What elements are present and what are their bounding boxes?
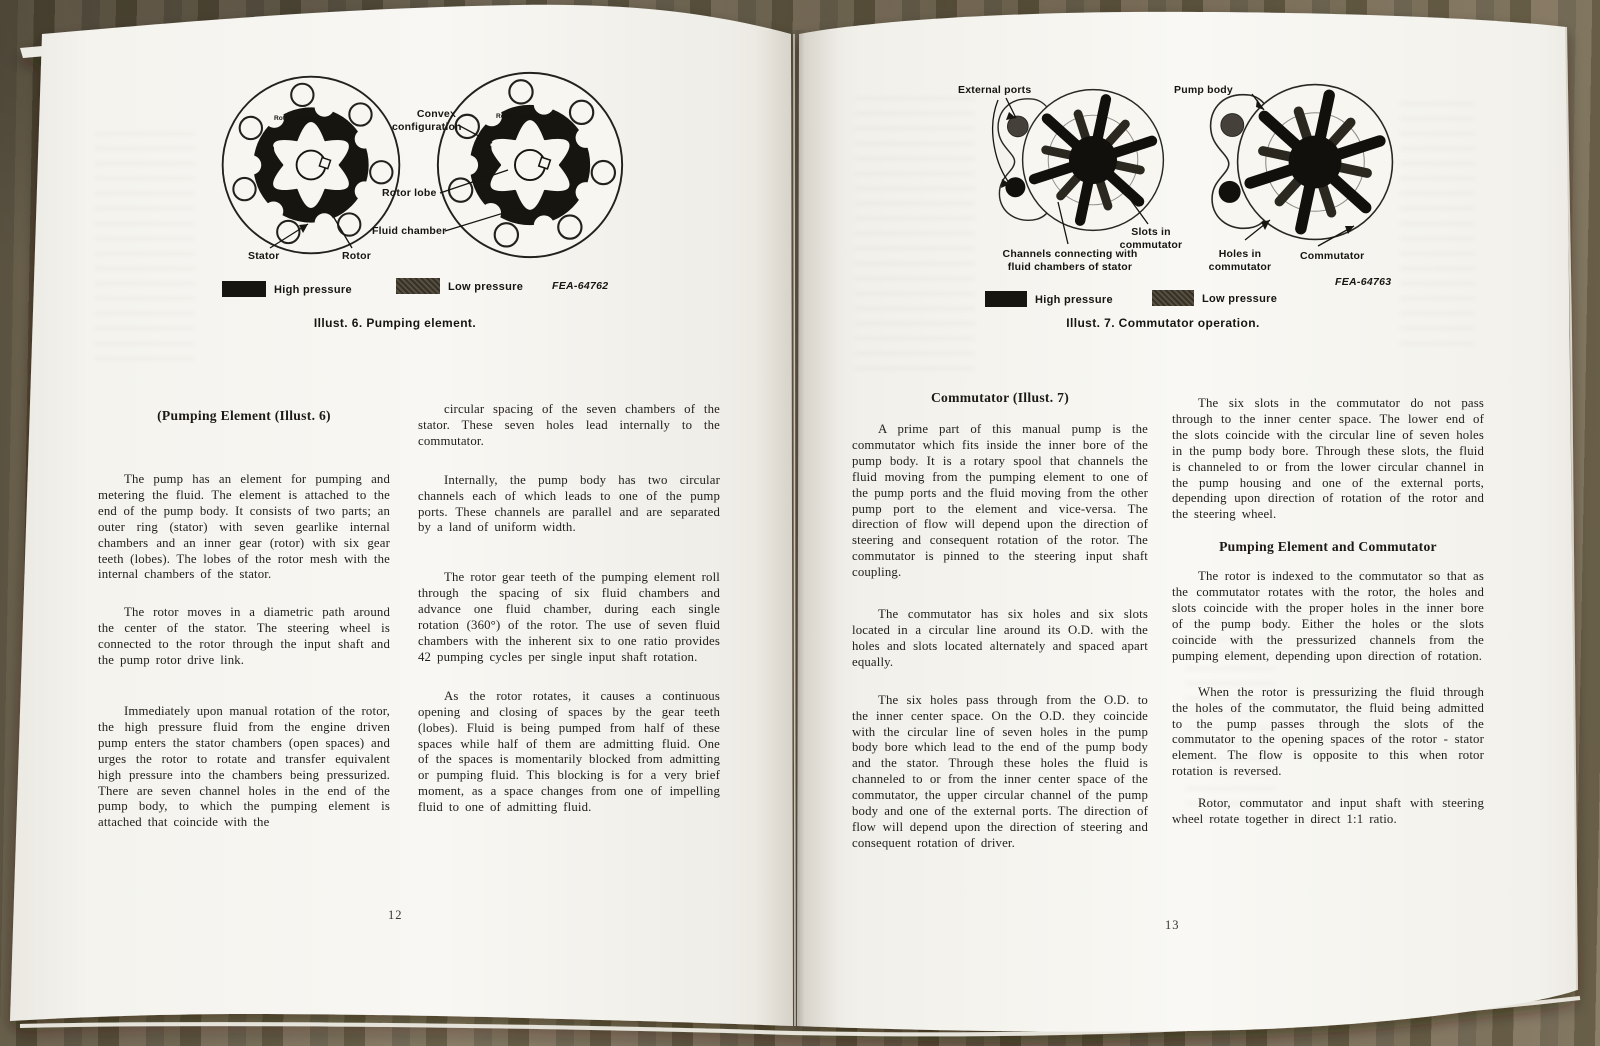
illustration-7-caption: Illust. 7. Commutator operation.	[1066, 316, 1260, 330]
convex-configuration-label	[392, 108, 462, 133]
paragraph: The six holes pass through from the O.D. to the inner center space. On the O.D. they coincide with the circular line of seven holes in the pump body bore which lead to the end of the pump body and the stator. Through these holes the fluid is channeled to or from the inner center space of the commutator, the upper circular channel of the pump body and one of the external ports. The direction of flow will depend upon the direction of steering and consequent rotation of driver.	[852, 692, 1148, 850]
external-ports-label: External ports	[958, 84, 1032, 96]
rotor-label: Rotor	[342, 250, 371, 262]
left-page-column-2	[418, 402, 720, 816]
slots-line-1: Slots in	[1131, 226, 1171, 238]
page-number-12: 12	[388, 908, 403, 922]
book-fold-line	[794, 34, 795, 1026]
page-number-13: 13	[1165, 918, 1180, 932]
paragraph: circular spacing of the seven chambers of the stator. These seven holes lead internally to the commutator.	[418, 402, 720, 448]
rotor-rotation-label: Rotor rotation	[496, 113, 540, 120]
convex-line-1: Convex	[416, 108, 456, 120]
holes-in-commutator-label	[1190, 248, 1290, 273]
low-pressure-legend: Low pressure	[448, 281, 524, 293]
rotor-lobe-label: Rotor lobe	[382, 187, 437, 199]
pumping-element-and-commutator-heading: Pumping Element and Commutator	[1219, 539, 1437, 555]
paragraph: The rotor gear teeth of the pumping element roll through the spacing of six fluid chambers and advance one fluid chamber, during each single rotation (360°) of the rotor. The use of seven fluid chambers with the inherent six to one ratio provides 42 pumping cycles per single input shaft rotation.	[418, 570, 720, 664]
book-gutter-shadow	[756, 30, 840, 1030]
commutator-view-2	[1211, 85, 1393, 240]
high-pressure-swatch	[222, 281, 266, 297]
commutator-heading: Commutator (Illust. 7)	[930, 390, 1070, 405]
convex-line-2: configuration	[392, 120, 462, 133]
left-page-column-1	[98, 408, 390, 831]
paragraph: Internally, the pump body has two circular channels each of which leads to one of the pump ports. These channels are parallel and are separated by a land of uniform width.	[418, 472, 720, 535]
low-pressure-swatch	[396, 278, 440, 294]
paragraph: When the rotor is pressurizing the fluid through the holes of the commutator, the fluid being admitted to the pump passes through the slots of the commutator to the opening spaces of the rotor - stator element. The flow is opposite to this when rotor rotation is reversed.	[1172, 684, 1484, 779]
paragraph: Rotor, commutator and input shaft with steering wheel rotate together in direct 1:1 ratio.	[1172, 796, 1484, 827]
pumping-element-low-pressure-view	[438, 73, 622, 257]
pumping-element-heading: (Pumping Element (Illust. 6)	[157, 408, 331, 423]
channels-label	[1000, 248, 1140, 273]
figure-id: FEA-64762	[552, 280, 609, 292]
right-page-column-1	[852, 390, 1148, 852]
paragraph: The rotor moves in a diametric path around the center of the stator. The steering wheel is connected to the rotor through the input shaft and the pump rotor drive link.	[98, 605, 390, 668]
channels-line-1: Channels connecting with	[1002, 248, 1138, 260]
high-pressure-swatch	[985, 291, 1027, 307]
paragraph: As the rotor rotates, it causes a continuous opening and closing of spaces by the gear teeth (lobes). Fluid is being pumped from half of these spaces while half of them are admitting fluid. One of the spaces is momentarily blocked from admitting or pumping fluid. This blocking is for a very brief moment, as a space changes from one of impelling fluid to one of admitting fluid.	[418, 688, 720, 815]
holes-line-1: Holes in	[1218, 248, 1262, 260]
fluid-chamber-label: Fluid chamber	[372, 225, 447, 237]
commutator-view-1	[998, 90, 1163, 231]
paragraph: A prime part of this manual pump is the commutator which fits inside the inner bore of the pump body. It is a rotary spool that channels the fluid moving from the pumping element to one of the pump ports and the fluid moving from the other pump port to the element and vice-versa. The direction of flow will depend upon the direction of steering and consequent rotation of the rotor. The commutator is pinned to the steering input shaft coupling.	[852, 422, 1148, 580]
paragraph: Immediately upon manual rotation of the rotor, the high pressure fluid from the engine driven pump enters the stator chambers (open spaces) and urges the rotor to rotate and transfer equivalent high pressure into the chambers being pressurized. There are seven channel holes in the end of the pump body, to which the pumping element is attached that coincide with the	[98, 703, 390, 830]
stator-label: Stator	[248, 250, 280, 262]
illustration-6-caption: Illust. 6. Pumping element.	[313, 316, 477, 330]
figure-id: FEA-64763	[1335, 276, 1392, 288]
rotor-rotation-label: Rotor rotation	[274, 115, 318, 122]
slots-line-2: commutator	[1119, 238, 1183, 251]
high-pressure-legend: High pressure	[274, 284, 352, 296]
right-page-column-2	[1172, 396, 1484, 828]
holes-line-2: commutator	[1208, 260, 1272, 273]
low-pressure-legend: Low pressure	[1202, 293, 1278, 305]
low-pressure-swatch	[1152, 290, 1194, 306]
paragraph: The commutator has six holes and six slots located in a circular line around its O.D. with the holes and slots located alternately and spaced apart equally.	[852, 607, 1148, 669]
paragraph: The pump has an element for pumping and metering the fluid. The element is attached to the end of the pump body. It consists of two parts; an outer ring (stator) with seven gearlike internal chambers and an inner gear (rotor) with six gear teeth (lobes). The lobes of the rotor mesh with the internal chambers of the stator.	[98, 472, 390, 582]
paragraph: The rotor is indexed to the commutator so that as the commutator rotates with the rotor, the holes and slots coincide with the proper holes in the inner bore of the pump body. Either the holes or the slots coincide with the pressurized channels from the pumping element, depending upon direction of rotation.	[1172, 569, 1484, 663]
channels-line-2: fluid chambers of stator	[1007, 260, 1133, 273]
pump-body-label: Pump body	[1174, 84, 1233, 96]
high-pressure-legend: High pressure	[1035, 294, 1113, 306]
paragraph: The six slots in the commutator do not pass through to the inner center space. The lower end of the slots coincide with the circular line of seven holes in the pump body bore. Through these slots, the fluid is channeled to or from the lower circular channel in the pump housing and one of the external ports, depending upon direction of rotation of the rotor and the steering wheel.	[1172, 396, 1484, 522]
commutator-label: Commutator	[1300, 250, 1365, 262]
